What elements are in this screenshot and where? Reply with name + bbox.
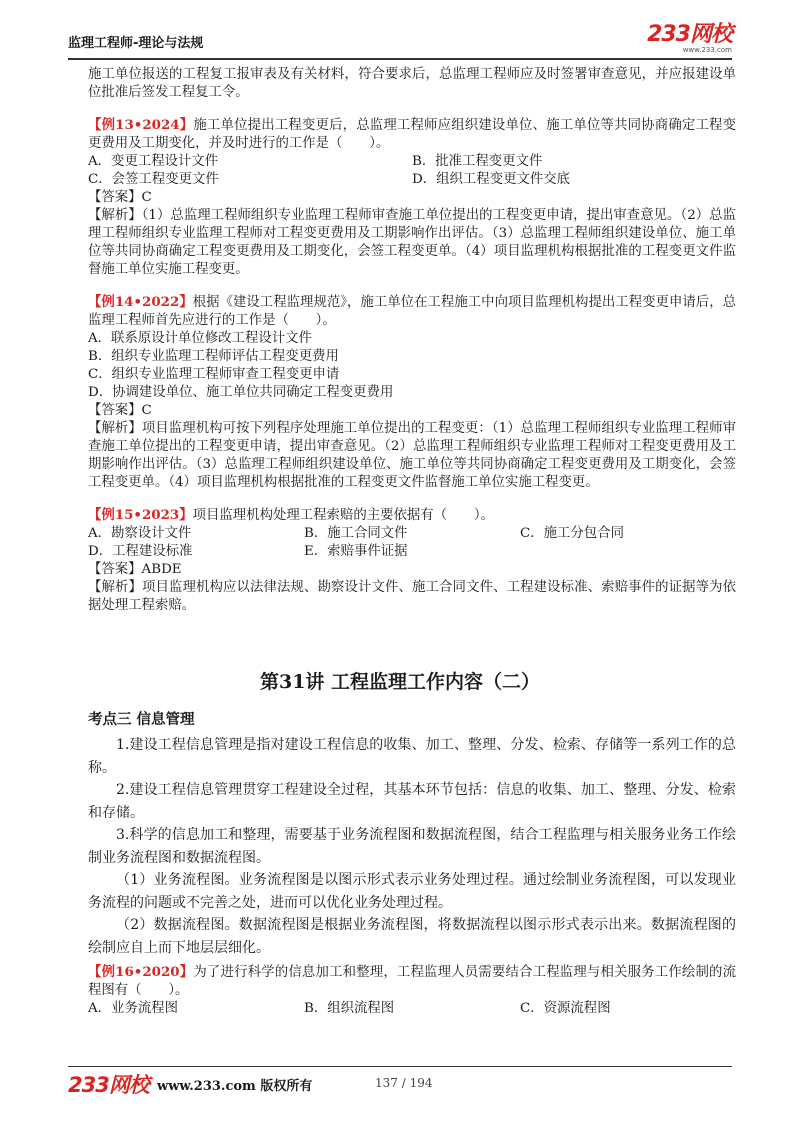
option-a: A．联系原设计单位修改工程设计文件 (88, 331, 312, 346)
header-title: 监理工程师-理论与法规 (68, 36, 204, 51)
example-14 (88, 293, 736, 492)
question-15 (88, 506, 736, 525)
example-tag: 【例13•2024】 (88, 117, 194, 133)
paragraph-3: 3.科学的信息加工和整理，需要基于业务流程图和数据流程图，结合工程监理与相关服务业务工作绘制业务流程图和数据流程图。 (88, 827, 736, 866)
key-point-heading: 考点三 信息管理 (88, 711, 195, 728)
page-number: 137 / 194 (375, 1076, 433, 1090)
footer-copyright[interactable]: www.233.com 版权所有 (157, 1079, 313, 1094)
upper-content (88, 66, 736, 615)
footer-logo[interactable]: 233网校 (68, 1073, 149, 1097)
option-a: A．勘察设计文件 (88, 526, 192, 541)
footer-divider (68, 1066, 732, 1067)
paragraph-4: （1）业务流程图。业务流程图是以图示形式表示业务处理过程。通过绘制业务流程图，可以发现业务流程的问题或不完善之处，进而可以优化业务处理过程。 (88, 872, 736, 911)
example-13 (88, 116, 736, 279)
question-14 (88, 293, 736, 330)
option-c: C．组织专业监理工程师审查工程变更申请 (88, 367, 340, 382)
option-c: C．资源流程图 (520, 1001, 611, 1016)
question-16 (88, 963, 736, 1000)
paragraph-1: 1.建设工程信息管理是指对建设工程信息的收集、加工、整理、分发、检索、存储等一系列工作的总称。 (88, 737, 736, 776)
example-16 (88, 963, 736, 1018)
example-tag: 【例14•2022】 (88, 294, 193, 310)
analysis: 【解析】（1）总监理工程师组织专业监理工程师审查施工单位提出的工程变更申请，提出审查意见。（2）总监理工程师组织专业监理工程师对工程变更费用及工期影响作出评估。（3）总监理工程师组织建设单位、施工单位等共同协商确定工程变更费用及工期变化，会签工程变更单。（4）项目监理机构根据批准的工程变更文件监督施工单位实施工程变更。 (88, 208, 736, 277)
options-row (88, 153, 736, 171)
logo-text: 233网校 (647, 22, 732, 47)
info-management-body (88, 734, 736, 959)
answer: 【答案】C (88, 190, 152, 205)
option-b: B．施工合同文件 (304, 526, 408, 541)
question-text: 根据《建设工程监理规范》，施工单位在工程施工中向项目监理机构提出工程变更申请后，总监理工程师首先应进行的工作是（ ）。 (88, 295, 736, 328)
question-text: 项目监理机构处理工程索赔的主要依据有（ ）。 (192, 508, 494, 523)
question-13 (88, 116, 736, 153)
options-row (88, 171, 736, 189)
analysis: 【解析】项目监理机构可按下列程序处理施工单位提出的工程变更：（1）总监理工程师组织专业监理工程师审查施工单位提出的工程变更申请，提出审查意见。（2）总监理工程师组织专业监理工程师对工程变更费用及工期影响作出评估。（3）总监理工程师组织建设单位、施工单位等共同协商确定工程变更费用及工期变化，会签工程变更单。（4）项目监理机构根据批准的工程变更文件监督施工单位实施工程变更。 (88, 421, 736, 490)
option-d: D．组织工程变更文件交底 (412, 172, 571, 187)
option-b: B．批准工程变更文件 (412, 154, 543, 169)
header-divider (68, 58, 732, 60)
option-c: C．会签工程变更文件 (88, 172, 219, 187)
options-row (88, 1000, 736, 1018)
paragraph-5: （2）数据流程图。数据流程图是根据业务流程图，将数据流程以图示形式表示出来。数据流程图的绘制应自上而下地层层细化。 (88, 917, 736, 956)
example-15 (88, 506, 736, 615)
brand-logo[interactable] (647, 24, 732, 54)
analysis: 【解析】项目监理机构应以法律法规、勘察设计文件、施工合同文件、工程建设标准、索赔事件的证据等为依据处理工程索赔。 (88, 580, 736, 613)
option-a: A．业务流程图 (88, 1001, 179, 1016)
options-row (88, 525, 736, 543)
options-row (88, 543, 736, 561)
question-text: 施工单位提出工程变更后，总监理工程师应组织建设单位、施工单位等共同协商确定工程变更费用及工期变化，并及时进行的工作是（ ）。 (88, 118, 736, 151)
option-c: C．施工分包合同 (520, 526, 624, 541)
answer: 【答案】C (88, 403, 152, 418)
example-tag: 【例15•2023】 (88, 507, 193, 523)
option-a: A．变更工程设计文件 (88, 154, 219, 169)
paragraph-2: 2.建设工程信息管理贯穿工程建设全过程，其基本环节包括：信息的收集、加工、整理、分发、检索和存储。 (88, 782, 736, 821)
intro-paragraph: 施工单位报送的工程复工报审表及有关材料，符合要求后，总监理工程师应及时签署审查意见，并应报建设单位批准后签发工程复工令。 (88, 67, 736, 100)
option-b: B．组织流程图 (304, 1001, 395, 1016)
option-b: B．组织专业监理工程师评估工程变更费用 (88, 349, 339, 364)
option-d: D．协调建设单位、施工单位共同确定工程变更费用 (88, 385, 394, 400)
logo-url: www.233.com (682, 46, 732, 54)
option-d: D．工程建设标准 (88, 544, 193, 559)
option-e: E．索赔事件证据 (304, 544, 408, 559)
example-tag: 【例16•2020】 (88, 964, 194, 980)
page-header (68, 24, 732, 56)
section-title: 第31讲 工程监理工作内容（二） (259, 671, 541, 693)
answer: 【答案】ABDE (88, 562, 182, 577)
question-text: 为了进行科学的信息加工和整理，工程监理人员需要结合工程监理与相关服务工作绘制的流程图有（ ）。 (88, 965, 736, 998)
